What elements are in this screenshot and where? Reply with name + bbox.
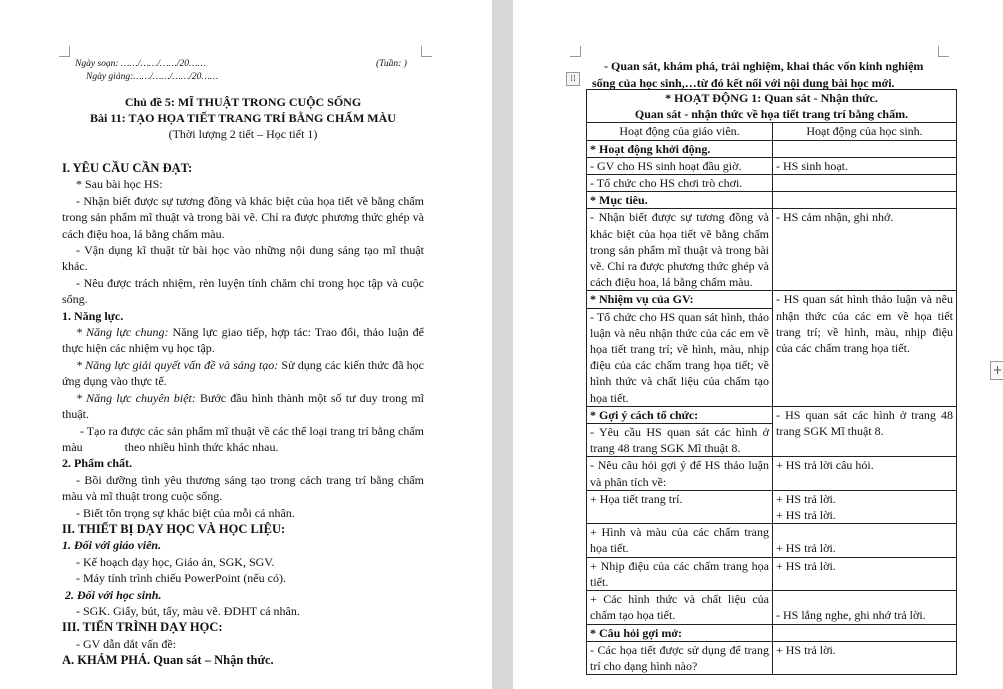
teacher-activity-cell: * Hoạt động khởi động. <box>587 140 773 157</box>
section-heading: II. THIẾT BỊ DẠY HỌC VÀ HỌC LIỆU: <box>62 521 286 536</box>
teacher-activity-cell: - Nêu câu hỏi gợi ý để HS thảo luận và phân tích về: <box>587 457 773 490</box>
week-label: (Tuần: ) <box>376 59 407 69</box>
lesson-body <box>62 160 427 669</box>
subsection-heading: 2. Đối với học sinh. <box>65 587 162 602</box>
table-row <box>587 641 957 674</box>
table-row <box>587 591 957 624</box>
teacher-activity-cell: - Các họa tiết được sử dụng để trang trí cho dạng hình nào? <box>587 641 773 674</box>
move-handle-icon[interactable]: ⁞⁞ <box>566 72 580 86</box>
student-activity-cell: - HS cảm nhận, ghi nhớ. <box>773 209 957 291</box>
intro-line: sống của học sinh,…từ đó kết nối với nội dung bài học mới. <box>592 76 895 90</box>
table-row <box>587 140 957 157</box>
table-title <box>587 90 957 123</box>
table-row <box>587 457 957 490</box>
paragraph <box>62 357 424 390</box>
table-row <box>587 624 957 641</box>
paragraph: - Nhận biết được sự tương đồng và khác biệt của họa tiết vẽ bằng chấm trong sản phẩm mĩ thuật và trong bài vẽ. Chỉ ra được phương thức ghép và cách điệu hoa, lá bằng chấm màu. <box>62 193 424 241</box>
teacher-activity-cell: + Nhịp điệu của các chấm trang họa tiết. <box>587 557 773 590</box>
section-heading: III. TIẾN TRÌNH DẠY HỌC: <box>62 620 223 635</box>
text: Năng lực giao tiếp, hợp tác: Trao đổi, thảo luận để thực hiện các nhiệm vụ học tập. <box>62 325 424 356</box>
paragraph <box>62 390 424 423</box>
table-row <box>587 192 957 209</box>
document-page-left <box>0 0 492 689</box>
table-row <box>587 157 957 174</box>
page-gap <box>492 0 513 689</box>
paragraph: - Vận dụng kĩ thuật từ bài học vào những nội dung sáng tạo mĩ thuật khác. <box>62 243 424 274</box>
table-row <box>587 175 957 192</box>
paragraph: - Biết tôn trọng sự khác biệt của mỗi cá nhân. <box>76 505 295 520</box>
table-row <box>587 557 957 590</box>
subsection-heading: 1. Đối với giáo viên. <box>62 538 162 553</box>
student-activity-cell: - HS quan sát các hình ở trang 48 trang SGK Mĩ thuật 8. <box>773 406 957 457</box>
label: * Năng lực chung: <box>76 325 169 340</box>
table-row <box>587 490 957 523</box>
paragraph <box>62 324 424 357</box>
lesson-duration: (Thời lượng 2 tiết – Học tiết 1) <box>168 127 318 141</box>
table-row <box>587 209 957 291</box>
student-activity-cell: + HS trả lời. <box>773 524 957 557</box>
table-row <box>587 524 957 557</box>
intro-line: - Quan sát, khám phá, trải nghiệm, khai thác vốn kinh nghiệm <box>604 59 924 73</box>
paragraph: * Sau bài học HS: <box>76 177 163 192</box>
topic-title: Chủ đề 5: MĨ THUẬT TRONG CUỘC SỐNG <box>124 95 362 109</box>
student-activity-cell: - HS sinh hoạt. <box>773 157 957 174</box>
teacher-activity-cell: * Gợi ý cách tổ chức: <box>587 406 773 423</box>
teacher-activity-cell: * Mục tiêu. <box>587 192 773 209</box>
subsection-heading: 1. Năng lực. <box>62 308 124 323</box>
paragraph: - Bồi dưỡng tình yêu thương sáng tạo trong cách trang trí bằng chấm màu và mĩ thuật trong cuộc sống. <box>62 472 424 504</box>
list-item: - GV dẫn dắt vấn đề: <box>76 636 177 651</box>
teacher-activity-cell: - Tổ chức cho HS quan sát hình, thảo luận và nêu nhận thức của các em về họa tiết trang trí; về hình, màu, nhịp điệu của các chấm trang họa tiết; về hình thức và chất liệu của chấm tạo họa tiết. <box>587 308 773 406</box>
teacher-activity-cell: - Yêu cầu HS quan sát các hình ở trang 48 trang SGK Mĩ thuật 8. <box>587 424 773 457</box>
student-activity-cell: + HS trả lời. <box>773 557 957 590</box>
crop-mark <box>59 46 70 57</box>
column-header-student: Hoạt động của học sinh. <box>773 123 957 140</box>
student-activity-cell: - HS quan sát hình thảo luận và nêu nhận thức của các em về họa tiết trang trí; về hình, màu, nhịp điệu của các chấm trang họa tiết. <box>773 291 957 406</box>
teacher-activity-cell: + Hình và màu của các chấm trang họa tiết. <box>587 524 773 557</box>
label: * Năng lực chuyên biệt: <box>76 390 196 405</box>
text: Bước đầu hình thành một số tư duy trong mĩ thuật. <box>62 390 424 422</box>
label: * Năng lực giải quyết vấn đề và sáng tạo: <box>76 357 279 372</box>
teacher-activity-cell: - Nhận biết được sự tương đồng và khác biệt của họa tiết vẽ bằng chấm trong sản phẩm mĩ thuật và trong bài vẽ. Chỉ ra được phương thức ghép và cách điệu hoa, lá bằng chấm màu. <box>587 209 773 291</box>
student-activity-cell: + HS trả lời câu hỏi. <box>773 457 957 490</box>
table-subtitle-text: Quan sát - nhận thức về họa tiết trang trí bằng chấm. <box>634 107 909 122</box>
teacher-activity-cell: - GV cho HS sinh hoạt đầu giờ. <box>587 157 773 174</box>
crop-mark <box>421 46 432 57</box>
table-title-text: * HOẠT ĐỘNG 1: Quan sát - Nhận thức. <box>665 91 878 105</box>
student-activity-cell: + HS trả lời. + HS trả lời. <box>773 490 957 523</box>
student-activity-cell: + HS trả lời. <box>773 641 957 674</box>
intro-paragraph <box>592 58 984 92</box>
student-activity-cell <box>773 140 957 157</box>
activity-table <box>586 89 957 675</box>
lesson-title: Bài 11: TẠO HỌA TIẾT TRANG TRÍ BẰNG CHẤM MÀU <box>90 111 396 125</box>
list-item: - SGK. Giấy, bút, tẩy, màu vẽ. ĐDHT cá nhân. <box>76 603 300 618</box>
table-row <box>587 406 957 423</box>
crop-mark <box>938 46 949 57</box>
crop-mark <box>570 46 581 57</box>
date-taught: Ngày giảng:……/……/……/20…… <box>86 72 219 82</box>
teacher-activity-cell: - Tổ chức cho HS chơi trò chơi. <box>587 175 773 192</box>
column-header-teacher: Hoạt động của giáo viên. <box>587 123 773 140</box>
paragraph: - Nêu được trách nhiệm, rèn luyện tính chăm chỉ trong học tập và cuộc sống. <box>62 275 424 307</box>
subsection-heading: 2. Phẩm chất. <box>62 456 132 471</box>
student-activity-cell: - HS lắng nghe, ghi nhớ trả lời. <box>773 591 957 624</box>
teacher-activity-cell: + Họa tiết trang trí. <box>587 490 773 523</box>
student-activity-cell <box>773 175 957 192</box>
date-prepared: Ngày soạn: ……/……/……/20…… <box>75 59 206 69</box>
student-activity-cell <box>773 624 957 641</box>
paragraph: - Tạo ra được các sản phẩm mĩ thuật về các thể loại trang trí bằng chấm màu theo nhiều hình thức khác nhau. <box>62 423 427 454</box>
section-heading: I. YÊU CẦU CẦN ĐẠT: <box>62 161 193 175</box>
text: Sử dụng các kiến thức đã học ứng dụng vào thực tế. <box>62 357 424 389</box>
list-item: - Máy tính trình chiếu PowerPoint (nếu có). <box>76 571 286 586</box>
student-activity-cell <box>773 192 957 209</box>
list-item: - Kế hoạch dạy học, Giáo án, SGK, SGV. <box>76 554 275 569</box>
teacher-activity-cell: + Các hình thức và chất liệu của chấm tạo họa tiết. <box>587 591 773 624</box>
section-heading: A. KHÁM PHÁ. Quan sát – Nhận thức. <box>62 653 274 668</box>
table-row <box>587 291 957 308</box>
teacher-activity-cell: * Câu hỏi gợi mở: <box>587 624 773 641</box>
plus-icon[interactable]: + <box>990 361 1003 380</box>
teacher-activity-cell: * Nhiệm vụ của GV: <box>587 291 773 308</box>
